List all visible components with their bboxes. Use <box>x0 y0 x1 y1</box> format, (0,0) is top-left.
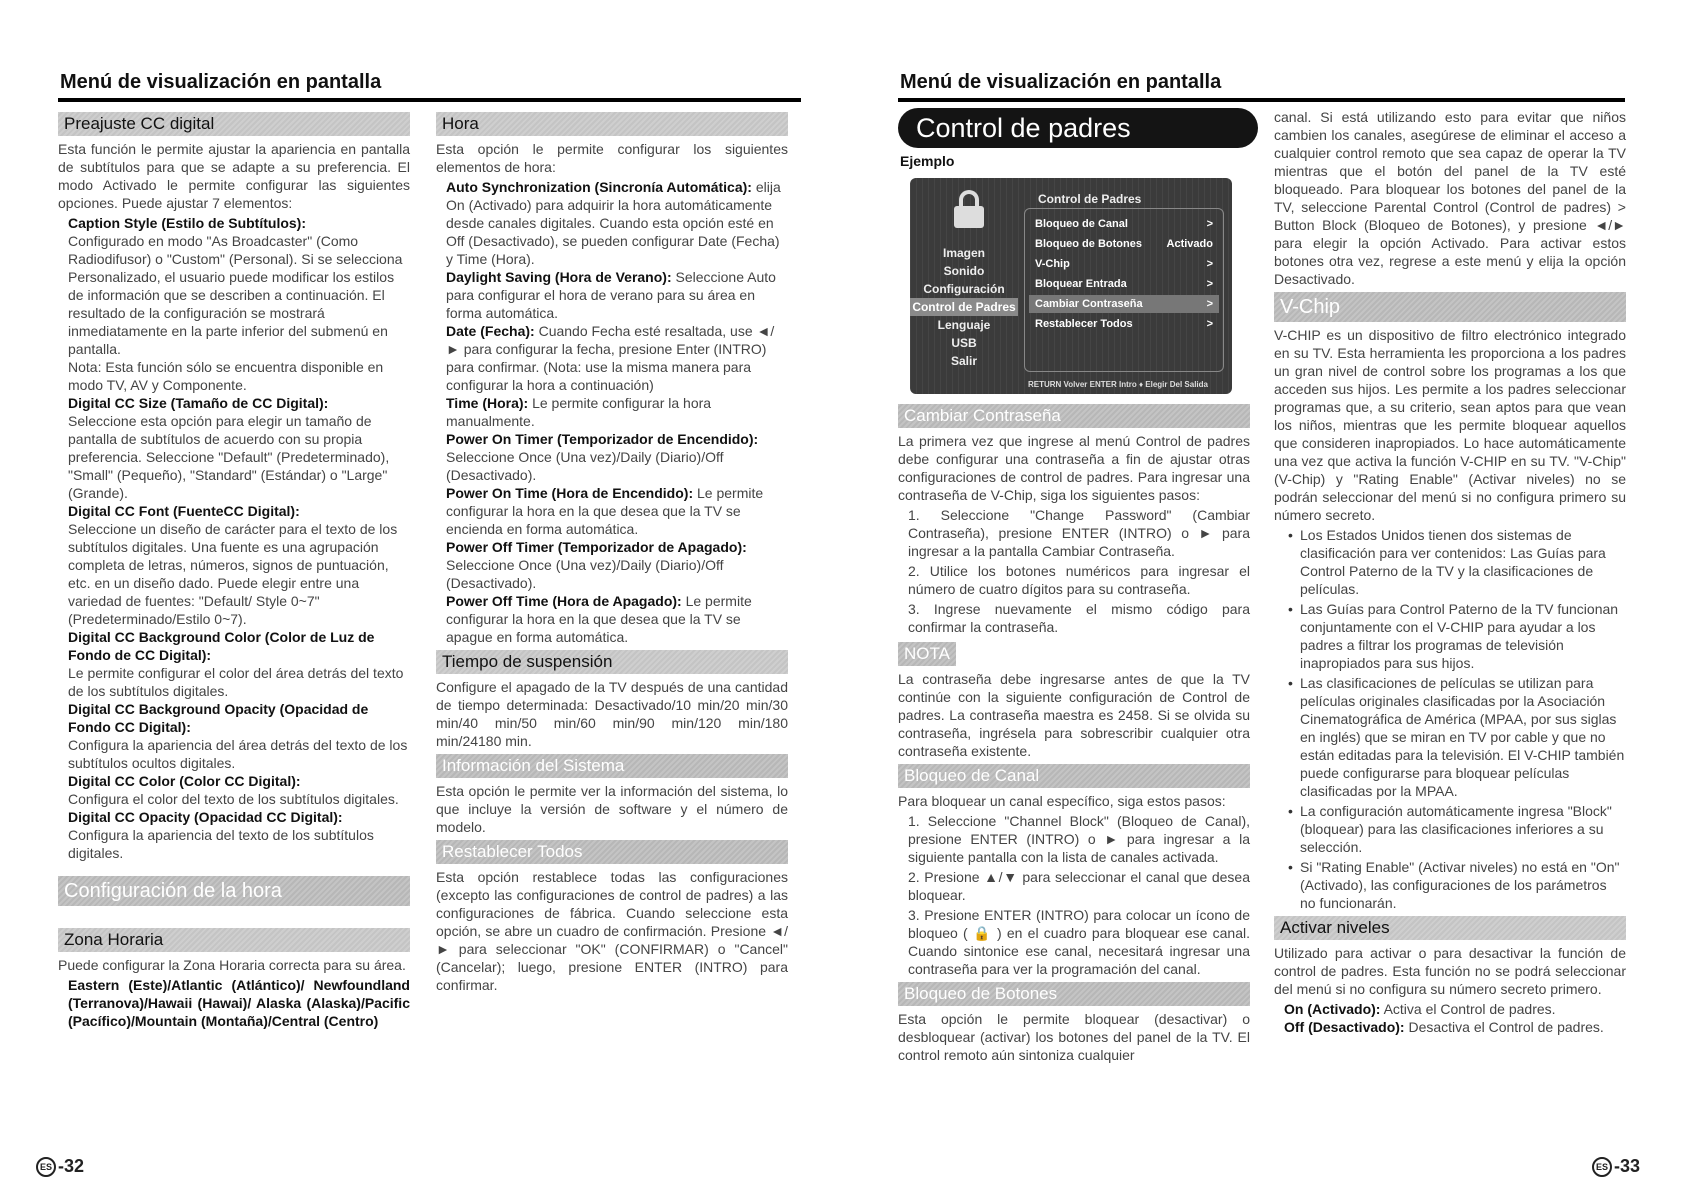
item: Digital CC Size (Tamaño de CC Digital): Seleccione esta opción para elegir un tamaño de pantalla de subtítulos de acuerdo con su propia preferencia. Seleccione "Default" (Predeterminado), "Small" (Pequeño), "Standard" (Estándar) o "Large" (Grande). <box>68 395 390 501</box>
contrasena-steps <box>898 506 1250 636</box>
item: Digital CC Color (Color CC Digital): Configura el color del texto de los subtítulos digitales. <box>68 773 399 807</box>
contrasena-intro: La primera vez que ingrese al menú Control de padres debe configurar una contraseña a fin de ajustar otras configuraciones de control de padres. Para ingresar una contraseña de V-Chip, siga los siguientes pasos: <box>898 433 1250 503</box>
step: 1. Seleccione "Channel Block" (Bloqueo de Canal), presione ENTER (INTRO) o ► para ingresar a la siguiente pantalla con la lista de canales activada. <box>908 813 1250 865</box>
section-restablecer-todos: Restablecer Todos <box>436 840 788 864</box>
item: Power Off Timer (Temporizador de Apagado): Seleccione Once (Una vez)/Daily (Diario)/Off (Desactivado). <box>446 539 747 591</box>
menu-row: Bloquear Entrada > <box>1035 278 1213 290</box>
preajuste-intro: Esta función le permite ajustar la apariencia en pantalla de subtítulos para que se adapte a su preferencia. El modo Activado le permite configurar las siguientes opciones. Puede ajustar 7 elementos: <box>58 141 410 211</box>
item: Power On Timer (Temporizador de Encendido): Seleccione Once (Una vez)/Daily (Diario)/Off (Desactivado). <box>446 431 759 483</box>
control-padres-title: Control de padres <box>898 108 1258 148</box>
column-1 <box>58 108 410 1032</box>
item: Nota: Esta función sólo se encuentra disponible en modo TV, AV y Componente. <box>68 359 384 393</box>
canal-intro: Para bloquear un canal específico, siga estos pasos: <box>898 793 1226 809</box>
item: Caption Style (Estilo de Subtítulos): Configurado en modo "As Broadcaster" (Como Radiodifusor) o "Custom" (Personal). Si se selecciona Personalizado, el usuario puede modificar los estilos de información que se describen a continuación. El resultado de la configuración se mostrará inmediatamente en la parte inferior del submenú en pantalla. <box>68 215 403 357</box>
menu-row: Bloqueo de Canal > <box>1035 218 1213 230</box>
item: Power Off Time (Hora de Apagado): Le permite configurar la hora en la que desea que la TV se apague en forma automática. <box>446 593 752 645</box>
column-2 <box>436 108 788 996</box>
menu-left-list <box>910 244 1018 370</box>
section-hora: Hora <box>436 112 788 136</box>
lock-icon <box>954 190 984 230</box>
activar-options <box>1274 1000 1626 1036</box>
step: 2. Presione ▲/▼ para seleccionar el canal que desea bloquear. <box>908 869 1250 903</box>
menu-screen-title: Control de Padres <box>1038 192 1142 206</box>
bullet: • Si "Rating Enable" (Activar niveles) no está en "On" (Activado), las configuraciones de los parámetros no funcionarán. <box>1288 858 1626 912</box>
section-cambiar-contrasena: Cambiar Contraseña <box>898 404 1250 428</box>
es-badge-icon: ES <box>36 1157 56 1177</box>
column-4 <box>1274 108 1626 1036</box>
page-header-left <box>58 68 801 102</box>
bullet: • Los Estados Unidos tienen dos sistemas de clasificación para ver contenidos: Las Guías para Control Paterno de la TV y la clasificaciones de películas. <box>1288 526 1626 598</box>
info-text: Esta opción le permite ver la información del sistema, lo que incluye la versión de software y el número de modelo. <box>436 783 788 835</box>
step: 3. Presione ENTER (INTRO) para colocar un ícono de bloqueo ( 🔒 ) en el cuadro para bloquear ese canal. Cuando sintonice ese canal, necesitará ingresar una contraseña para ver la programación del canal. <box>908 907 1250 977</box>
botones-text: Esta opción le permite bloquear (desactivar) o desbloquear (activar) los botones del panel de la TV. El control remoto aún sintoniza cualquier <box>898 1011 1250 1063</box>
section-informacion-sistema: Información del Sistema <box>436 754 788 778</box>
vchip-text: V-CHIP es un dispositivo de filtro electrónico integrado en su TV. Esta herramienta les proporciona a los padres un gran nivel de control sobre los programas a los que acceden sus hijos. Les permite a los padres seleccionar programas que, a su criterio, sean aptos para que vean los niños, mientras que les permite bloquear aquellos que consideren inapropiados. Lo hace automáticamente una vez que activa la función V-CHIP en su TV. "V-Chip" (V-Chip) y "Rating Enable" (Activar niveles) no se podrán seleccionar del menú si no configura primero su número secreto. <box>1274 327 1626 523</box>
section-preajuste-cc: Preajuste CC digital <box>58 112 410 136</box>
step: 2. Utilice los botones numéricos para ingresar el número de cuatro dígitos para su contraseña. <box>908 563 1250 597</box>
menu-left-item: Salir <box>950 354 977 368</box>
item: Digital CC Background Opacity (Opacidad de Fondo CC Digital): Configura la apariencia del área detrás del texto de los subtítulos ocultos digitales. <box>68 701 408 771</box>
vchip-bullets <box>1274 526 1626 912</box>
page-number-left: ES -32 <box>36 1156 84 1177</box>
zona-text: Puede configurar la Zona Horaria correcta para su área. <box>58 957 406 973</box>
menu-left-item: Sonido <box>943 264 985 278</box>
section-bloqueo-canal: Bloqueo de Canal <box>898 764 1250 788</box>
page-title-right: Menú de visualización en pantalla <box>900 71 1222 93</box>
menu-left-item: Configuración <box>923 282 1005 296</box>
menu-left-item: Imagen <box>942 246 985 260</box>
menu-left-item: USB <box>951 336 977 350</box>
page-header-right <box>898 68 1625 102</box>
ejemplo-label: Ejemplo <box>900 153 955 169</box>
bullet: • Las Guías para Control Paterno de la TV funcionan conjuntamente con el V-CHIP para ayudar a los padres a filtrar los programas de televisión inapropiados para sus hijos. <box>1288 600 1626 672</box>
bullet: • La configuración automáticamente ingresa "Block" (bloquear) para las clasificaciones inferiores a su selección. <box>1288 802 1626 856</box>
item: Date (Fecha): Cuando Fecha esté resaltada, use ◄/► para configurar la fecha, presione Enter (INTRO) para confirmar. (Nota: use la misma manera para configurar la hora a continuación) <box>446 323 775 393</box>
nota-text: La contraseña debe ingresarse antes de que la TV continúe con la siguiente configuración de Control de padres. La contraseña maestra es 2458. Si se olvida su contraseña, ingrésela para sobrescribir cualquier otra contraseña existente. <box>898 671 1250 759</box>
botones-continued: canal. Si está utilizando esto para evitar que niños cambien los canales, asegúrese de eliminar el acceso a cualquier control remoto que sea capaz de operar la TV mientras que el botón del panel de la TV esté bloqueado. Para bloquear los botones del panel de la TV, seleccione Parental Control (Control de padres) > Button Block (Bloqueo de Botones), y presione ◄/► para elegir la opción Activado. Para activar estos botones otra vez, regrese a este menú y elija la opción Desactivado. <box>1274 109 1626 287</box>
item: Digital CC Font (FuenteCC Digital): Seleccione un diseño de carácter para el texto de los subtítulos digitales. Una fuente es una agrupación completa de letras, números, signos de puntuación, etc. en un diseño dado. Puede elegir entre una variedad de fuentes: "Default/ Style 0~7" (Predeterminado/Estilo 0~7). <box>68 503 398 627</box>
section-configuracion-hora: Configuración de la hora <box>58 876 410 906</box>
column-3 <box>898 108 1250 1066</box>
page-number-right: ES -33 <box>1592 1156 1640 1177</box>
menu-panel <box>1024 208 1224 372</box>
canal-steps <box>898 812 1250 978</box>
menu-screen-footer: RETURN Volver ENTER Intro ♦ Elegir Del Salida <box>1028 380 1208 389</box>
zona-options: Eastern (Este)/Atlantic (Atlántico)/ Newfoundland (Terranova)/Hawaii (Hawai)/ Alaska (Alaska)/Pacific (Pacífico)/Mountain (Montaña)/Central (Centro) <box>68 977 410 1029</box>
item: Digital CC Opacity (Opacidad CC Digital): Configura la apariencia del texto de los subtítulos digitales. <box>68 809 374 861</box>
item: Daylight Saving (Hora de Verano): Seleccione Auto para configurar el hora de verano para su área en forma automática. <box>446 269 776 321</box>
menu-screenshot <box>910 178 1232 394</box>
reset-text: Esta opción restablece todas las configuraciones (excepto las configuraciones de control de padres) a las configuraciones de fábrica. Cuando seleccione esta opción, se abre un cuadro de confirmación. Presione ◄/► para seleccionar "OK" (CONFIRMAR) o "Cancel" (Cancelar); luego, presione ENTER (INTRO) para confirmar. <box>436 869 788 993</box>
page-title-left: Menú de visualización en pantalla <box>60 71 382 93</box>
item: Digital CC Background Color (Color de Luz de Fondo de CC Digital): Le permite configurar el color del área detrás del texto de los subtítulos digitales. <box>68 629 404 699</box>
menu-row-highlighted: Cambiar Contraseña > <box>1029 295 1219 313</box>
section-bloqueo-botones: Bloqueo de Botones <box>898 982 1250 1006</box>
menu-left-item: Lenguaje <box>937 318 991 332</box>
nota-badge: NOTA <box>898 642 956 666</box>
suspension-text: Configure el apagado de la TV después de una cantidad de tiempo determinada: Desactivado/10 min/20 min/30 min/40 min/50 min/60 min/90 min/120 min/180 min/24180 min. <box>436 679 788 749</box>
step: 1. Seleccione "Change Password" (Cambiar Contraseña), presione ENTER (INTRO) o ► para ingresar a la pantalla Cambiar Contraseña. <box>908 507 1250 559</box>
section-zona-horaria: Zona Horaria <box>58 928 410 952</box>
preajuste-items <box>58 214 410 862</box>
step: 3. Ingrese nuevamente el mismo código para confirmar la contraseña. <box>908 601 1250 635</box>
es-badge-icon: ES <box>1592 1157 1612 1177</box>
option-off: Off (Desactivado): Desactiva el Control de padres. <box>1284 1019 1604 1035</box>
section-tiempo-suspension: Tiempo de suspensión <box>436 650 788 674</box>
menu-row: V-Chip > <box>1035 258 1213 270</box>
hora-intro: Esta opción le permite configurar los siguientes elementos de hora: <box>436 141 788 175</box>
section-v-chip: V-Chip <box>1274 292 1626 322</box>
bullet: • Las clasificaciones de películas se utilizan para películas originales clasificadas por la Asociación Cinematográfica de América (MPAA, por sus siglas en inglés) que se miran en TV por cable y que no están editadas para la televisión. El V-CHIP también puede configurarse para bloquear películas clasificadas por la MPAA. <box>1288 674 1626 800</box>
menu-row: Restablecer Todos > <box>1035 318 1213 330</box>
option-on: On (Activado): Activa el Control de padres. <box>1284 1001 1556 1017</box>
hora-items <box>436 178 788 646</box>
section-activar-niveles: Activar niveles <box>1274 916 1626 940</box>
item: Auto Synchronization (Sincronía Automática): elija On (Activado) para adquirir la hora automáticamente desde canales digitales. Cuando esta opción esté en Off (Desactivado), se pueden configurar Date (Fecha) y Time (Hora). <box>446 179 781 267</box>
item: Power On Time (Hora de Encendido): Le permite configurar la hora en la que desea que la TV se encienda en forma automática. <box>446 485 764 537</box>
menu-row: Bloqueo de Botones Activado <box>1035 238 1213 250</box>
item: Time (Hora): Le permite configurar la hora manualmente. <box>446 395 712 429</box>
menu-left-item-active: Control de Padres <box>910 298 1018 316</box>
activar-text: Utilizado para activar o para desactivar la función de control de padres. Esta función no se podrá seleccionar del menú si no configura su número secreto primero. <box>1274 945 1626 997</box>
